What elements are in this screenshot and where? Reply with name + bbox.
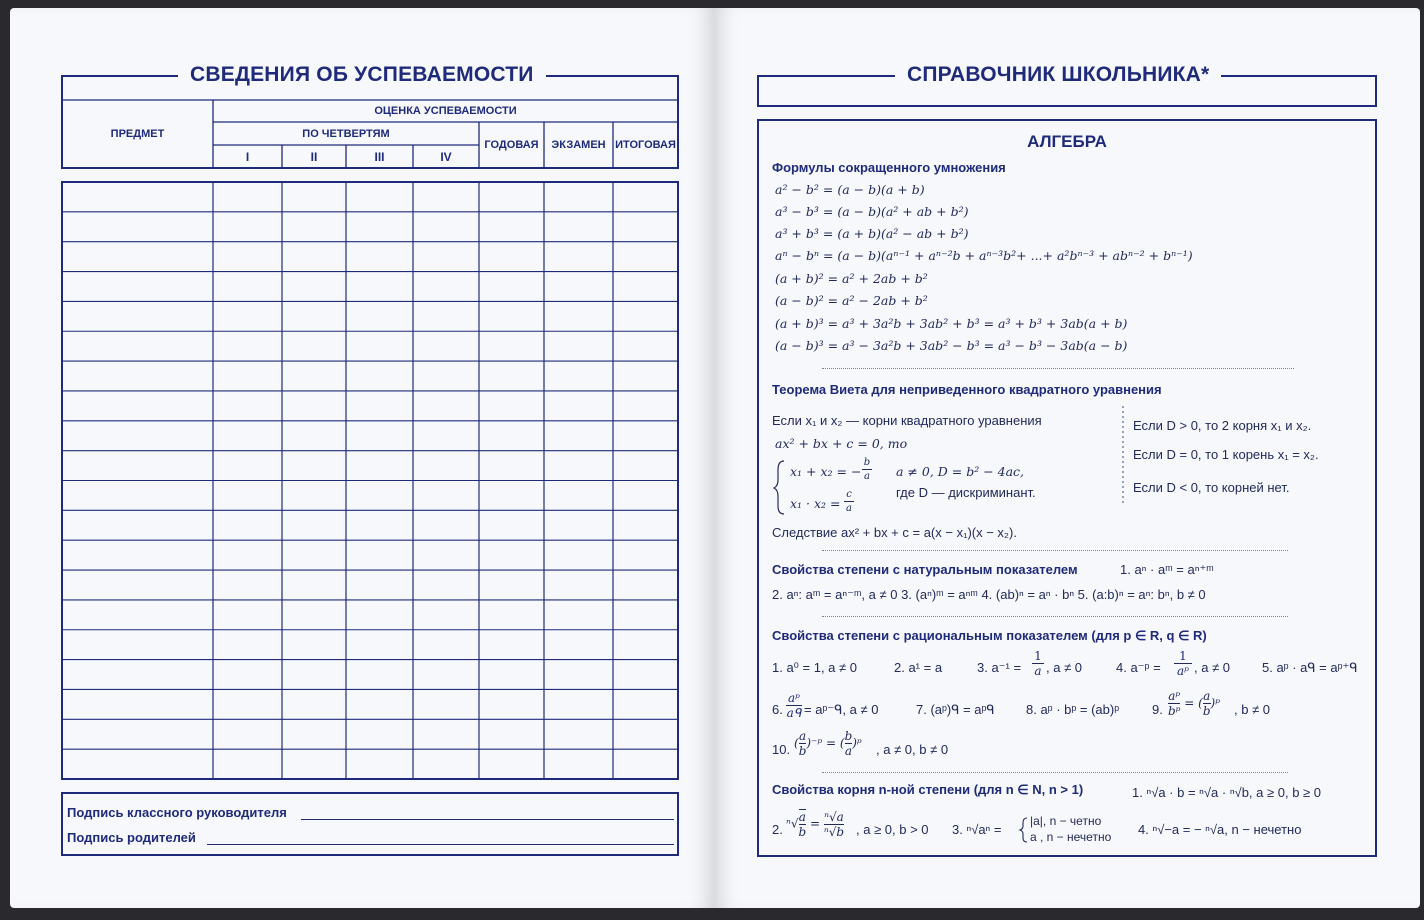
- fraction-bar: [862, 469, 872, 470]
- left-page: [10, 8, 714, 908]
- rational-4: 4. a⁻ᵖ =: [1116, 660, 1161, 675]
- heading-roots: Свойства корня n-ной степени (для n ∈ N, n > 1): [772, 782, 1084, 797]
- formula-1: a² − b² = (a − b)(a + b): [775, 182, 925, 197]
- page-title-reference: СПРАВОЧНИК ШКОЛЬНИКА*: [895, 63, 1221, 87]
- formula-8: (a − b)³ = a³ − 3a²b + 3ab² − b³ = a³ − b³ − 3ab(a − b): [775, 338, 1128, 353]
- header-exam: ЭКЗАМЕН: [551, 139, 606, 151]
- header-quarter-2: II: [310, 149, 318, 164]
- rational-10-cond: , a ≠ 0, b ≠ 0: [876, 742, 949, 757]
- rational-6: 6.: [772, 702, 783, 717]
- rational-10-formula: ( $\frac{a}{b}$ )⁻ᵖ = ( $\frac{b}{a}$ )ᵖ: [794, 729, 862, 758]
- vieta-sum-fraction: [862, 457, 872, 482]
- root-3-odd: a , n − нечетно: [1030, 830, 1112, 844]
- rational-10: 10.: [772, 742, 791, 757]
- rational-7: 7. (aᵖ)ᑫ = aᵖᑫ: [916, 702, 995, 717]
- header-by-quarters: ПО ЧЕТВЕРТЯМ: [302, 127, 390, 140]
- heading-short-mult: Формулы сокращенного умножения: [772, 160, 1006, 175]
- root-2: 2.: [772, 822, 783, 837]
- heading-natural-powers: Свойства степени с натуральным показателем: [772, 562, 1078, 577]
- parent-signature-line[interactable]: [207, 844, 674, 845]
- teacher-signature-line[interactable]: [301, 819, 674, 820]
- rational-6-result: = aᵖ⁻ᑫ, a ≠ 0: [804, 702, 879, 717]
- fraction-one-over-a: 1 a: [1032, 649, 1044, 678]
- vieta-discriminant: где D — дискриминант.: [896, 485, 1036, 500]
- fraction-one-over-ap: 1 aᵖ: [1174, 649, 1192, 678]
- formula-4: aⁿ − bⁿ = (a − b)(aⁿ⁻¹ + aⁿ⁻²b + aⁿ⁻³b²+ ...+ a²bⁿ⁻³ + abⁿ⁻² + bⁿ⁻¹): [775, 248, 1193, 263]
- vieta-sum-num: b: [863, 457, 871, 468]
- heading-rational-powers: Свойства степени с рациональным показателем (для p ∈ R, q ∈ R): [772, 628, 1207, 643]
- rational-1: 1. a⁰ = 1, a ≠ 0: [772, 660, 857, 675]
- vieta-intro: Если x₁ и x₂ — корни квадратного уравнения: [772, 413, 1042, 428]
- fraction-bar: [844, 501, 854, 502]
- teacher-signature-label: Подпись классного руководителя: [67, 805, 287, 820]
- rational-8: 8. aᵖ · bᵖ = (ab)ᵖ: [1026, 702, 1120, 717]
- rational-9-cond: , b ≠ 0: [1234, 702, 1271, 717]
- root-2-formula: ⁿ√ $\frac{a}{b}$ = $\frac{\text{ⁿ√a}}{\text{ⁿ√b}}$: [786, 809, 845, 839]
- rational-5: 5. aᵖ · aᑫ = aᵖ⁺ᑫ: [1262, 660, 1358, 675]
- vieta-condition: a ≠ 0, D = b² − 4ac,: [896, 464, 1025, 479]
- natural-power-1: 1. aⁿ · aᵐ = aⁿ⁺ᵐ: [1120, 562, 1214, 577]
- header-quarter-1: I: [245, 149, 250, 164]
- rational-4-cond: , a ≠ 0: [1194, 660, 1231, 675]
- heading-vieta: Теорема Виета для неприведенного квадратного уравнения: [772, 382, 1162, 397]
- vieta-case-2: Если D = 0, то 1 корень x₁ = x₂.: [1133, 447, 1319, 462]
- rational-3: 3. a⁻¹ =: [977, 660, 1022, 675]
- divider: [822, 772, 1288, 773]
- section-title-algebra: АЛГЕБРА: [1027, 132, 1107, 151]
- root-1: 1. ⁿ√a · b = ⁿ√a · ⁿ√b, a ≥ 0, b ≥ 0: [1132, 785, 1322, 800]
- root-3-even: |a|, n − четно: [1030, 814, 1102, 828]
- header-final: ИТОГОВАЯ: [615, 139, 676, 151]
- root-4: 4. ⁿ√−a = − ⁿ√a, n − нечетно: [1138, 822, 1302, 837]
- divider: [822, 616, 1288, 617]
- vieta-case-3: Если D < 0, то корней нет.: [1133, 480, 1290, 495]
- rational-3-cond: , a ≠ 0: [1046, 660, 1083, 675]
- rational-9-formula: $\frac{\text{aᵖ}}{\text{bᵖ}}$ = ( $\frac{a}{b}$ )ᵖ: [1168, 689, 1221, 718]
- right-page: [714, 8, 1420, 908]
- page-title-grades: СВЕДЕНИЯ ОБ УСПЕВАЕМОСТИ: [178, 63, 546, 87]
- formula-5: (a + b)² = a² + 2ab + b²: [775, 271, 928, 286]
- formula-6: (a − b)² = a² − 2ab + b²: [775, 293, 928, 308]
- vieta-sum: x₁ + x₂ = −: [790, 464, 862, 479]
- rational-9: 9.: [1152, 702, 1163, 717]
- root-3: 3. ⁿ√aⁿ =: [952, 822, 1002, 837]
- vieta-prod-num: c: [846, 489, 852, 500]
- header-grade: ОЦЕНКА УСПЕВАЕМОСТИ: [374, 105, 517, 117]
- divider: [822, 550, 1288, 551]
- vieta-prod-fraction: [844, 489, 854, 514]
- vieta-corollary: Следствие ax² + bx + c = a(x − x₁)(x − x₂).: [772, 525, 1017, 540]
- vieta-equation: ax² + bx + c = 0, то: [775, 436, 908, 451]
- header-quarter-3: III: [374, 149, 385, 164]
- parent-signature-label: Подпись родителей: [67, 830, 196, 845]
- header-subject: ПРЕДМЕТ: [110, 128, 165, 140]
- vieta-sum-den: a: [864, 471, 870, 482]
- header-quarter-4: IV: [440, 149, 452, 164]
- header-annual: ГОДОВАЯ: [484, 139, 539, 151]
- root-2-cond: , a ≥ 0, b > 0: [856, 822, 929, 837]
- vieta-case-1: Если D > 0, то 2 корня x₁ и x₂.: [1133, 418, 1312, 433]
- rational-2: 2. a¹ = a: [894, 660, 943, 675]
- divider: [822, 368, 1294, 369]
- vieta-prod: x₁ · x₂ =: [790, 496, 841, 511]
- formula-3: a³ + b³ = (a + b)(a² − ab + b²): [775, 226, 969, 241]
- formula-2: a³ − b³ = (a − b)(a² + ab + b²): [775, 204, 969, 219]
- natural-power-2-5: 2. aⁿ: aᵐ = aⁿ⁻ᵐ, a ≠ 0 3. (aⁿ)ᵐ = aⁿᵐ 4. (ab)ⁿ = aⁿ · bⁿ 5. (a:b)ⁿ = aⁿ: bⁿ, b ≠ 0: [772, 587, 1206, 602]
- vieta-prod-den: a: [846, 503, 852, 514]
- fraction-ap-over-aq: aᵖ aᑫ: [786, 691, 802, 720]
- formula-7: (a + b)³ = a³ + 3a²b + 3ab² + b³ = a³ + b³ + 3ab(a + b): [775, 316, 1128, 331]
